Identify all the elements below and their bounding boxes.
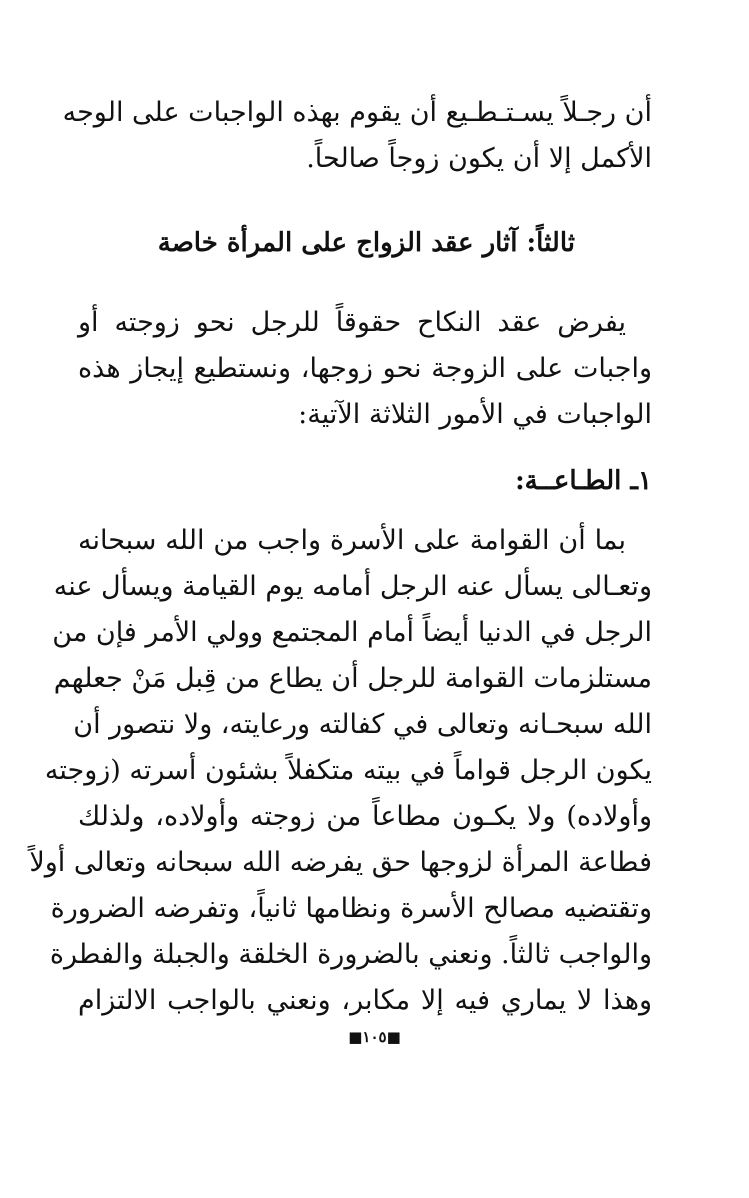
page-number: ■١٠٥■: [348, 1028, 401, 1046]
paragraph-3-line-5: الله سبحـانه وتعالى في كفالته ورعايته، ولا نتصور أن: [73, 709, 652, 740]
paragraph-3-line-7: وأولاده) ولا يكـون مطاعاً من زوجته وأولاده، ولذلك: [78, 801, 652, 832]
paragraph-3-line-10: والواجب ثالثاً. ونعني بالضرورة الخلقة والجبلة والفطرة: [49, 939, 652, 970]
paragraph-3-line-4: مستلزمات القوامة للرجل أن يطاع من قِبل مَنْ جعلهم: [53, 663, 652, 694]
paragraph-3-line-8: فطاعة المرأة لزوجها حق يفرضه الله سبحانه وتعالى أولاً: [29, 847, 652, 878]
paragraph-3-line-2: وتعـالى يسأل عنه الرجل أمامه يوم القيامة ويسأل عنه: [53, 571, 652, 602]
paragraph-3-line-3: الرجل في الدنيا أيضاً أمام المجتمع وولي الأمر فإن من: [52, 617, 652, 648]
paragraph-3-line-1: بما أن القوامة على الأسرة واجب من الله سبحانه: [78, 525, 626, 556]
paragraph-2-line-1: يفرض عقد النكاح حقوقاً للرجل نحو زوجته أو: [78, 307, 626, 338]
paragraph-3-line-6: يكون الرجل قواماً في بيته متكفلاً بشئون أسرته (زوجته: [44, 755, 652, 786]
paragraph-2-line-2: واجبات على الزوجة نحو زوجها، ونستطيع إيجاز هذه: [78, 353, 652, 384]
paragraph-3-line-11: وهذا لا يماري فيه إلا مكابر، ونعني بالواجب الالتزام: [78, 985, 652, 1016]
subsection-heading: ١ـ الطـاعــة:: [515, 466, 652, 496]
paragraph-3-line-9: وتقتضيه مصالح الأسرة ونظامها ثانياً، وتفرضه الضرورة: [50, 893, 652, 924]
paragraph-1-line-1: أن رجـلاً يسـتـطـيع أن يقوم بهذه الواجبات على الوجه: [62, 97, 652, 128]
paragraph-1-line-2: الأكمل إلا أن يكون زوجاً صالحاً.: [306, 143, 652, 174]
section-heading: ثالثاً: آثار عقد الزواج على المرأة خاصة: [157, 228, 575, 258]
paragraph-2-line-3: الواجبات في الأمور الثلاثة الآتية:: [298, 399, 652, 430]
